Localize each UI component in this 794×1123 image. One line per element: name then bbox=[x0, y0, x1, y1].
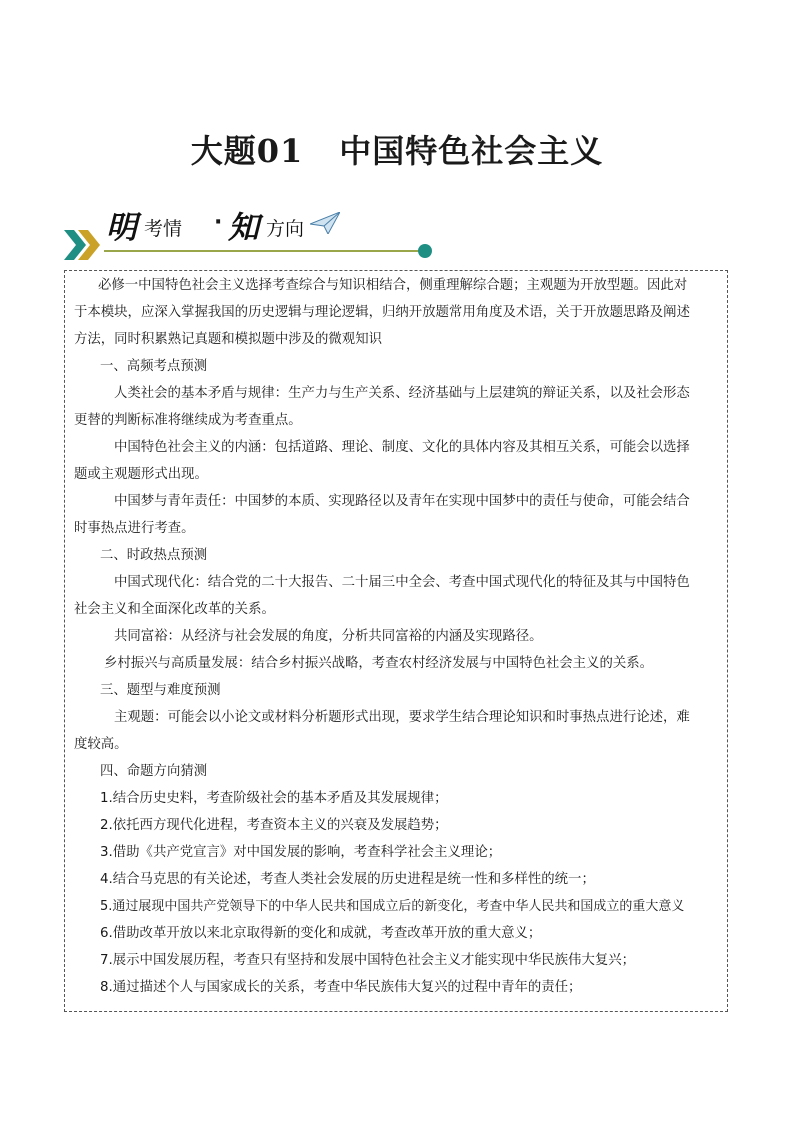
para-line-15: 乡村振兴与高质量发展：结合乡村振兴战略，考查农村经济发展与中国特色社会主义的关系。 bbox=[104, 656, 654, 671]
heading-1: 一、高频考点预测 bbox=[100, 359, 208, 374]
banner-dot-ornament bbox=[418, 244, 432, 258]
heading-3: 三、题型与难度预测 bbox=[100, 683, 221, 698]
para-line-6: 更替的判断标准将继续成为考查重点。 bbox=[74, 413, 302, 428]
heading-2: 二、时政热点预测 bbox=[100, 548, 208, 563]
para-line-3: 方法，同时积累熟记真题和模拟题中涉及的微观知识 bbox=[74, 332, 382, 347]
heading-4: 四、命题方向猜测 bbox=[100, 764, 208, 779]
para-line-12: 中国式现代化：结合党的二十大报告、二十届三中全会、考查中国式现代化的特征及其与中国特色 bbox=[114, 575, 690, 590]
banner-underline bbox=[104, 250, 422, 252]
page-title bbox=[0, 126, 794, 172]
list-item-5: 5.通过展现中国共产党领导下的中华人民共和国成立后的新变化，考查中华人民共和国成立的重大意义 bbox=[100, 899, 685, 914]
banner-dot: · bbox=[214, 210, 223, 235]
para-line-9: 中国梦与青年责任：中国梦的本质、实现路径以及青年在实现中国梦中的责任与使命，可能会结合 bbox=[114, 494, 690, 509]
list-item-4: 4.结合马克思的有关论述，考查人类社会发展的历史进程是统一性和多样性的统一； bbox=[100, 872, 595, 887]
para-line-8: 题或主观题形式出现。 bbox=[74, 467, 208, 482]
para-line-2: 于本模块，应深入掌握我国的历史逻辑与理论逻辑，归纳开放题常用角度及术语，关于开放题思路及阐述 bbox=[74, 305, 690, 320]
banner-char-ming: 明 bbox=[106, 210, 137, 246]
list-item-3: 3.借助《共产党宣言》对中国发展的影响，考查科学社会主义理论； bbox=[100, 845, 502, 860]
para-line-7: 中国特色社会主义的内涵：包括道路、理论、制度、文化的具体内容及其相互关系，可能会以选择 bbox=[114, 440, 690, 455]
title-part2: 中国特色社会主义 bbox=[339, 132, 604, 170]
list-item-1: 1.结合历史史料，考查阶级社会的基本矛盾及其发展规律； bbox=[100, 791, 448, 806]
para-line-5: 人类社会的基本矛盾与规律：生产力与生产关系、经济基础与上层建筑的辩证关系，以及社会形态 bbox=[114, 386, 690, 401]
para-line-10: 时事热点进行考查。 bbox=[74, 521, 195, 536]
chevron-double-icon bbox=[64, 230, 104, 260]
list-item-7: 7.展示中国发展历程，考查只有坚持和发展中国特色社会主义才能实现中华民族伟大复兴； bbox=[100, 953, 636, 968]
section-banner bbox=[64, 200, 444, 266]
list-item-8: 8.通过描述个人与国家成长的关系，考查中华民族伟大复兴的过程中青年的责任； bbox=[100, 980, 582, 995]
title-part1: 大题01 bbox=[190, 132, 304, 170]
para-line-17: 主观题：可能会以小论文或材料分析题形式出现，要求学生结合理论知识和时事热点进行论述，难 bbox=[114, 710, 690, 725]
para-line-13: 社会主义和全面深化改革的关系。 bbox=[74, 602, 275, 617]
list-item-2: 2.依托西方现代化进程，考查资本主义的兴衰及发展趋势； bbox=[100, 818, 448, 833]
para-line-14: 共同富裕：从经济与社会发展的角度，分析共同富裕的内涵及实现路径。 bbox=[114, 629, 543, 644]
paper-plane-icon bbox=[310, 212, 340, 234]
banner-char-zhi: 知 bbox=[228, 210, 259, 246]
para-line-18: 度较高。 bbox=[74, 737, 128, 752]
banner-word-fangxiang: 方向 bbox=[266, 218, 305, 240]
para-line-1: 必修一中国特色社会主义选择考查综合与知识相结合，侧重理解综合题；主观题为开放型题。因此对 bbox=[98, 278, 688, 293]
list-item-6: 6.借助改革开放以来北京取得新的变化和成就，考查改革开放的重大意义； bbox=[100, 926, 542, 941]
banner-word-kaoqing: 考情 bbox=[144, 218, 183, 240]
